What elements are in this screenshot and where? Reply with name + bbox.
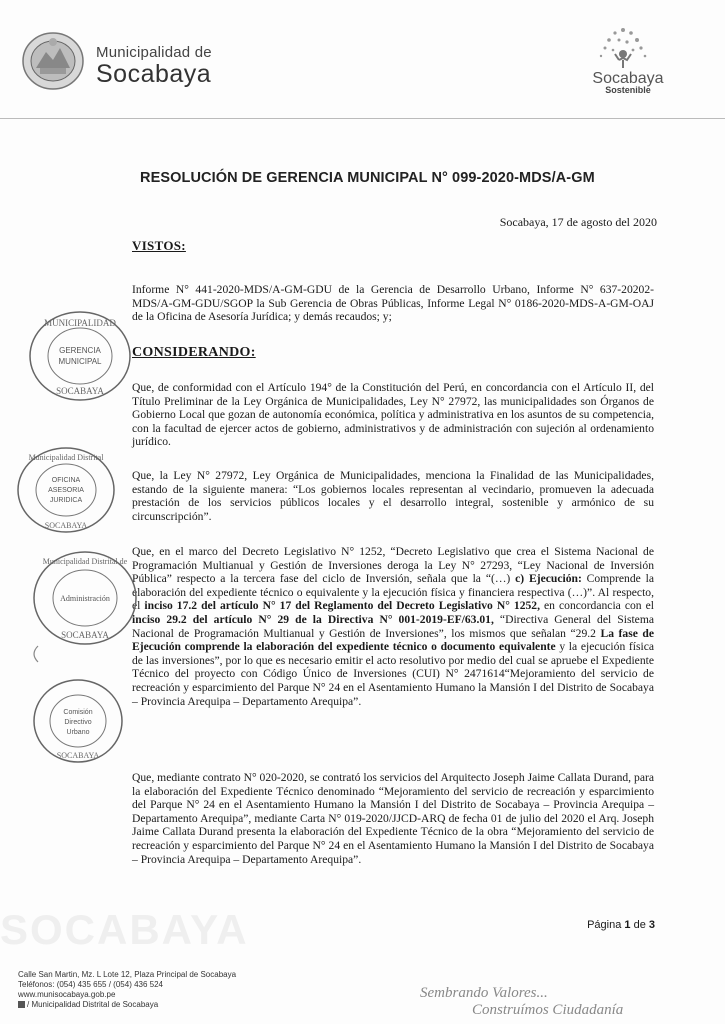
page-of: de	[630, 919, 649, 931]
vistos-paragraph: Informe N° 441-2020-MDS/A-GM-GDU de la Gerencia de Desarrollo Urbano, Informe N° 637-20202-MDS/A-GM-GDU/SGOP la Sub Gerencia de Obras Públicas, Informe Legal N° 0186-2020-MDS-A-GM-OAJ de la Oficina de Asesoría Jurídica; y demás recaudos; y;	[132, 283, 654, 324]
p3-bold-d: inciso 17.2 del artículo N° 17 del Reglamento del Decreto Legislativo N° 1252,	[144, 599, 540, 613]
resolution-date: Socabaya, 17 de agosto del 2020	[499, 215, 657, 229]
stamp-1-center-1: GERENCIA	[59, 346, 101, 355]
header-divider	[0, 118, 725, 119]
vistos-heading: VISTOS:	[132, 238, 186, 253]
gerencia-municipal-stamp	[26, 308, 134, 404]
p3-text-g: “Directiva General del Sistema Nacional de Programación Multianual y Gestión de Inversiones”, los mismos que señalan “29.2	[132, 612, 654, 640]
footer-website: www.munisocabaya.gob.pe	[18, 990, 116, 999]
municipality-brand	[96, 44, 212, 87]
page-label: Página	[587, 919, 625, 931]
administracion-stamp	[30, 548, 140, 648]
stamp-1-center-2: MUNICIPAL	[58, 357, 102, 366]
sostenible-title: Socabaya	[592, 70, 664, 87]
resolution-title: RESOLUCIÓN DE GERENCIA MUNICIPAL N° 099-2020-MDS/A-GM	[140, 170, 595, 186]
stamp-2-center-2: ASESORIA	[48, 487, 84, 494]
pen-mark-icon	[28, 644, 42, 664]
stamp-2-bottom: SOCABAYA	[44, 521, 88, 530]
slogan-line-1: Sembrando Valores...	[420, 985, 548, 1001]
page-total: 3	[648, 919, 655, 931]
considerando-paragraph-1: Que, de conformidad con el Artículo 194° de la Constitución del Perú, en concordancia con el Artículo II, del Título Preliminar de la Ley Orgánica de Municipalidades, Ley N° 27972, las municipalidades son Órganos de Gobierno Local que gozan de autonomía económica, política y administrativa en los asuntos de su competencia, con la facultad de ejercer actos de gobierno, administrativos y de administración con sujeción al ordenamiento jurídico.	[132, 381, 654, 449]
footer-slogan	[420, 985, 623, 1019]
stamp-3-center: Administración	[60, 594, 110, 603]
stamp-2-top: Municipalidad Distrital	[28, 453, 104, 462]
page-current: 1	[624, 919, 631, 931]
footer-address: Calle San Martin, Mz. L Lote 12, Plaza Principal de Socabaya	[18, 970, 237, 979]
p3-text-a: Que, en el marco del Decreto Legislativo N° 1252, “Decreto Legislativo que crea el Sistema Nacional de Programación Multianual y Gestión de Inversiones deroga la Ley N° 27293, “Ley Nacional de Inversión Pública” respecto a la tercera fase del ciclo de Inversión, señala que la “(…)	[132, 545, 654, 586]
stamp-4-center-1: Comisión	[63, 709, 93, 716]
slogan-line-2: Construímos Ciudadanía	[472, 1002, 624, 1018]
p3-text-e: en concordancia con el	[540, 599, 654, 613]
brand-line-2: Socabaya	[96, 60, 212, 88]
watermark-text: SOCABAYA	[0, 906, 249, 953]
p3-bold-h: La fase de Ejecución comprende la elaboración del expediente técnico o documento equivalente	[132, 626, 654, 654]
asesoria-juridica-stamp	[14, 444, 118, 536]
footer-contact	[18, 970, 236, 1010]
stamp-3-top: Municipalidad Distrital de	[42, 557, 128, 566]
p3-text-c: Comprende la elaboración del expediente técnico o equivalente y la ejecución física y financiera respectiva (…)”. Al respecto, el	[132, 572, 654, 613]
p3-bold-b: c) Ejecución:	[515, 572, 582, 586]
considerando-paragraph-4: Que, mediante contrato N° 020-2020, se contrató los servicios del Arquitecto Joseph Jaime Callata Durand, para la elaboración del Expediente Técnico denominado “Mejoramiento del servicio de recreación y esparcimiento del Parque N° 24 en el Asentamiento Humano la Mansión I del Distrito de Socabaya – Provincia Arequipa – Departamento Arequipa”, mediante Carta N° 019-2020/JJCD-ARQ de fecha 01 de julio del 2020 el Arq. Joseph Jaime Callata Durand presenta la elaboración del Expediente Técnico de la obra “Mejoramiento del servicio de recreación y esparcimiento del Parque N° 24 en el Asentamiento Humano la Mansión I del Distrito de Socabaya – Provincia Arequipa – Departamento Arequipa”.	[132, 771, 654, 866]
p3-text-i: y la ejecución física de las inversiones”, por lo que es necesario emitir el acto resolutivo por medio del cual se apruebe el Expediente Técnico del proyecto con Código Único de Inversiones (CUI) N° 2471614“Mejoramiento del servicio de recreación y esparcimiento del Parque N° 24 en el Asentamiento Humano la Mansión I del Distrito de Socabaya – Provincia Arequipa – Departamento Arequipa”.	[132, 640, 655, 708]
stamp-4-center-3: Urbano	[66, 729, 90, 736]
sostenible-brand	[578, 70, 678, 95]
footer-phones: Teléfonos: (054) 435 655 / (054) 436 524	[18, 980, 163, 989]
footer-facebook-row	[18, 1000, 236, 1010]
stamp-4-bottom: SOCABAYA	[56, 751, 100, 760]
brand-line-1: Municipalidad de	[96, 44, 212, 61]
stamp-1-top: MUNICIPALIDAD	[44, 318, 116, 328]
footer-facebook: / Municipalidad Distrital de Socabaya	[27, 1000, 159, 1009]
stamp-1-bottom: SOCABAYA	[56, 386, 104, 396]
considerando-paragraph-2: Que, la Ley N° 27972, Ley Orgánica de Municipalidades, menciona la Finalidad de las Municipalidades, estando de la siguiente manera: “Los gobiernos locales representan al vecindario, promueven la adecuada prestación de los servicios públicos locales y el desarrollo integral, sostenible y armónico de su circunscripción”.	[132, 469, 654, 523]
stamp-3-bottom: SOCABAYA	[61, 630, 109, 640]
p3-bold-f: inciso 29.2 del artículo N° 29 de la Directiva N° 001-2019-EF/63.01,	[132, 612, 494, 626]
facebook-icon	[18, 1001, 25, 1008]
municipal-crest-logo	[20, 30, 86, 92]
page-number	[587, 919, 655, 931]
sostenible-subtitle: Sostenible	[605, 85, 651, 95]
stamp-2-center-1: OFICINA	[51, 477, 81, 484]
considerando-paragraph-3	[132, 545, 654, 708]
desarrollo-urbano-stamp	[30, 676, 126, 766]
considerando-heading: CONSIDERANDO:	[132, 345, 256, 360]
stamp-2-center-3: JURIDICA	[49, 497, 83, 504]
stamp-4-center-2: Directivo	[64, 719, 92, 726]
